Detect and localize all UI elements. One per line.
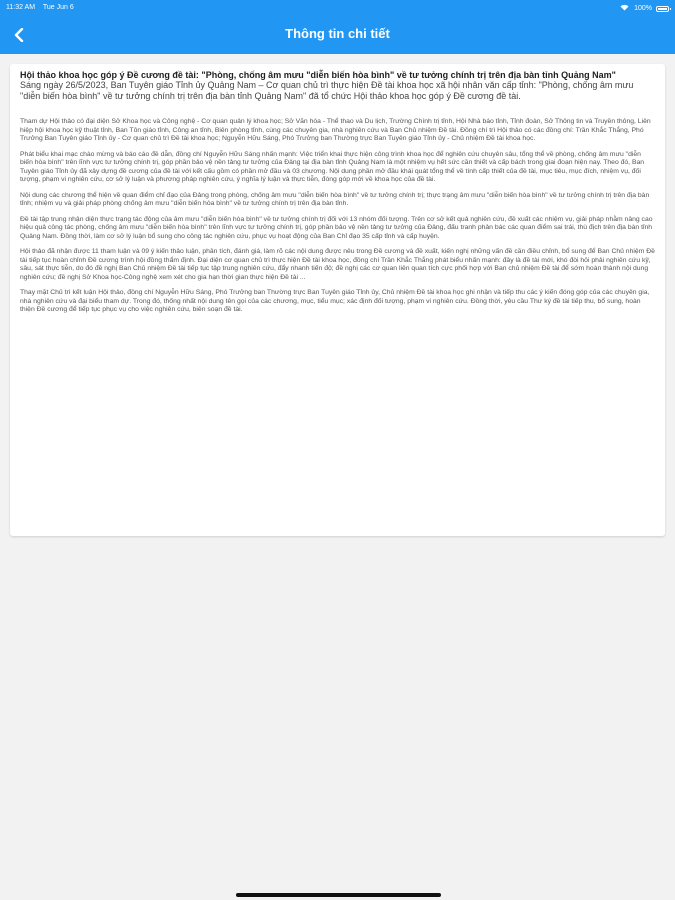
article-paragraph: Phát biểu khai mạc chào mừng và báo cáo đề dẫn, đồng chí Nguyễn Hữu Sáng nhấn mạnh: Việc triển khai thực hiện công trình khoa học để nghiên cứu chuyên sâu, tổng thể về phòng, chống âm mưu "diễn biến hòa bình" trên lĩnh vực tư tưởng chính trị, góp phần bảo vệ nền tảng tư tưởng của Đảng tại địa bàn tỉnh Quảng Nam là một nhiệm vụ hết sức cần thiết và cấp bách trong giai đoạn hiện nay. Theo đó, Ban Tuyên giáo Tỉnh ủy đã xây dựng đề cương của đề tài với kết cấu gồm có phần mở đầu và 03 chương. Nội dung phần mở đầu khái quát tổng thể về tính cấp thiết của đề tài, mục tiêu, mục đích, nhiệm vụ, đối tượng, phạm vi nghiên cứu, cơ sở lý luận và phương pháp nghiên cứu, ý nghĩa lý luận và thực tiễn, đóng góp mới về khoa học của đề tài. <box>20 150 645 183</box>
article-paragraph: Thay mặt Chủ trì kết luận Hội thảo, đồng chí Nguyễn Hữu Sáng, Phó Trưởng ban Thường trực Ban Tuyên giáo Tỉnh ủy, Chủ nhiệm Đề tài khoa học ghi nhận và tiếp thu các ý kiến đóng góp của các chuyên gia, nhà nghiên cứu và đại biểu tham dự. Trong đó, thống nhất nội dung tên gọi của các chương, mục, tiểu mục; xác định đối tượng, phạm vi nghiên cứu. Đồng thời, yêu cầu Thư ký đề tài tiếp thu, bổ sung, hoàn thiện Đề cương để tiếp tục phục vụ cho việc nghiên cứu, biên soạn đề tài. <box>20 289 650 313</box>
article-card <box>10 64 665 536</box>
status-time: 11:32 AM <box>6 4 36 11</box>
status-right <box>620 4 669 13</box>
article-paragraph: Hội thảo đã nhận được 11 tham luận và 09 ý kiến thảo luận, phân tích, đánh giá, làm rõ các nội dung được nêu trong Đề cương và đề xuất, kiến nghị những vấn đề cần điều chỉnh, bổ sung để Ban Chủ nhiệm Đề tài tiếp tục hoàn chỉnh Đề cương trình hội đồng thẩm định. Đại diện cơ quan chủ trì thực hiện Đề tài khoa học, đồng chí Trần Khắc Thắng phát biểu nhấn mạnh: đây là đề tài mới, khó đòi hỏi phải nghiên cứu kỹ, sâu, sát thực tiễn, do đó đề nghị Ban Chủ nhiệm Đề tài tiếp tục tập trung nghiên cứu, đẩy nhanh tiến độ; đề nghị các cơ quan liên quan tích cực phối hợp với Ban chủ nhiệm Đề tài để sớm hoàn thành nội dung nghiên cứu; đề nghị Sở Khoa học-Công nghệ xem xét cho gia hạn thời gian thực hiện Đề tài ... <box>20 248 655 281</box>
article-summary: Sáng ngày 26/5/2023, Ban Tuyên giáo Tỉnh ủy Quảng Nam – Cơ quan chủ trì thực hiện Đề tài khoa học xã hội nhân văn cấp tỉnh: "Phòng, chống âm mưu "diễn biến hòa bình" về tư tưởng chính trị trên địa bàn tỉnh Quảng Nam" đã tổ chức Hội thảo khoa học góp ý Đề cương đề tài. <box>20 80 634 101</box>
wifi-icon <box>620 4 629 13</box>
battery-icon <box>656 6 669 12</box>
battery-percent: 100% <box>634 5 652 12</box>
article-paragraph: Tham dự Hội thảo có đại diện Sở Khoa học và Công nghệ - Cơ quan quản lý khoa học; Sở Văn hóa - Thể thao và Du lịch, Trường Chính trị tỉnh, Hội Nhà báo tỉnh, Tỉnh đoàn, Sở Thông tin và Truyền thông, Liên hiệp hội khoa học kỹ thuật tỉnh, Ban Tôn giáo tỉnh, Công an tỉnh, Biên phòng tỉnh, cùng các chuyên gia, nhà nghiên cứu và Ban Chủ nhiệm Đề tài. Đồng chí trì Hội thảo có các đồng chí: Trần Khắc Thắng, Phó Trưởng Ban Tuyên giáo Tỉnh ủy - Cơ quan chủ trì Đề tài khoa học; Nguyễn Hữu Sáng, Phó Trưởng ban Thường trực Ban Tuyên giáo Tỉnh ủy - Chủ nhiệm Đề tài khoa học. <box>20 118 651 142</box>
status-date: Tue Jun 6 <box>42 4 74 11</box>
status-left <box>6 4 80 11</box>
page-title: Thông tin chi tiết <box>285 26 390 41</box>
article-paragraph: Nội dung các chương thể hiện về quan điểm chỉ đạo của Đảng trong phòng, chống âm mưu "diễn biến hòa bình" về tư tưởng chính trị; thực trạng âm mưu "diễn biến hòa bình" về tư tưởng chính trị trên địa bàn tỉnh; nhiệm vụ và giải pháp phòng chống âm mưu "diễn biến hòa bình" về tư tưởng chính trị trên địa bàn tỉnh. <box>20 191 650 207</box>
article-body <box>20 118 655 315</box>
app-bar <box>0 16 675 54</box>
home-indicator[interactable] <box>236 893 441 897</box>
article-paragraph: Đề tài tập trung nhận diện thực trạng tác động của âm mưu "diễn biến hòa bình" về tư tưởng chính trị đối với 13 nhóm đối tượng. Trên cơ sở kết quả nghiên cứu, đề xuất các nhiệm vụ, giải pháp nhằm nâng cao hiệu quả công tác phòng, chống âm mưu "diễn biến hòa bình" trên lĩnh vực tư tưởng chính trị, góp phần bảo vệ nền tảng tư tưởng của Đảng, đấu tranh phản bác các quan điểm sai trái, thù địch trên địa bàn tỉnh Quảng Nam. Đồng thời, làm cơ sở lý luận bổ sung cho công tác nghiên cứu, phục vụ hoạt động của Ban Chỉ đạo 35 cấp tỉnh và cấp huyện. <box>20 215 653 240</box>
status-bar <box>0 0 675 16</box>
article-title: Hội thảo khoa học góp ý Đề cương đề tài: "Phòng, chống âm mưu "diễn biến hòa bình" về tư tưởng chính trị trên địa bàn tỉnh Quảng Nam" <box>20 70 616 80</box>
